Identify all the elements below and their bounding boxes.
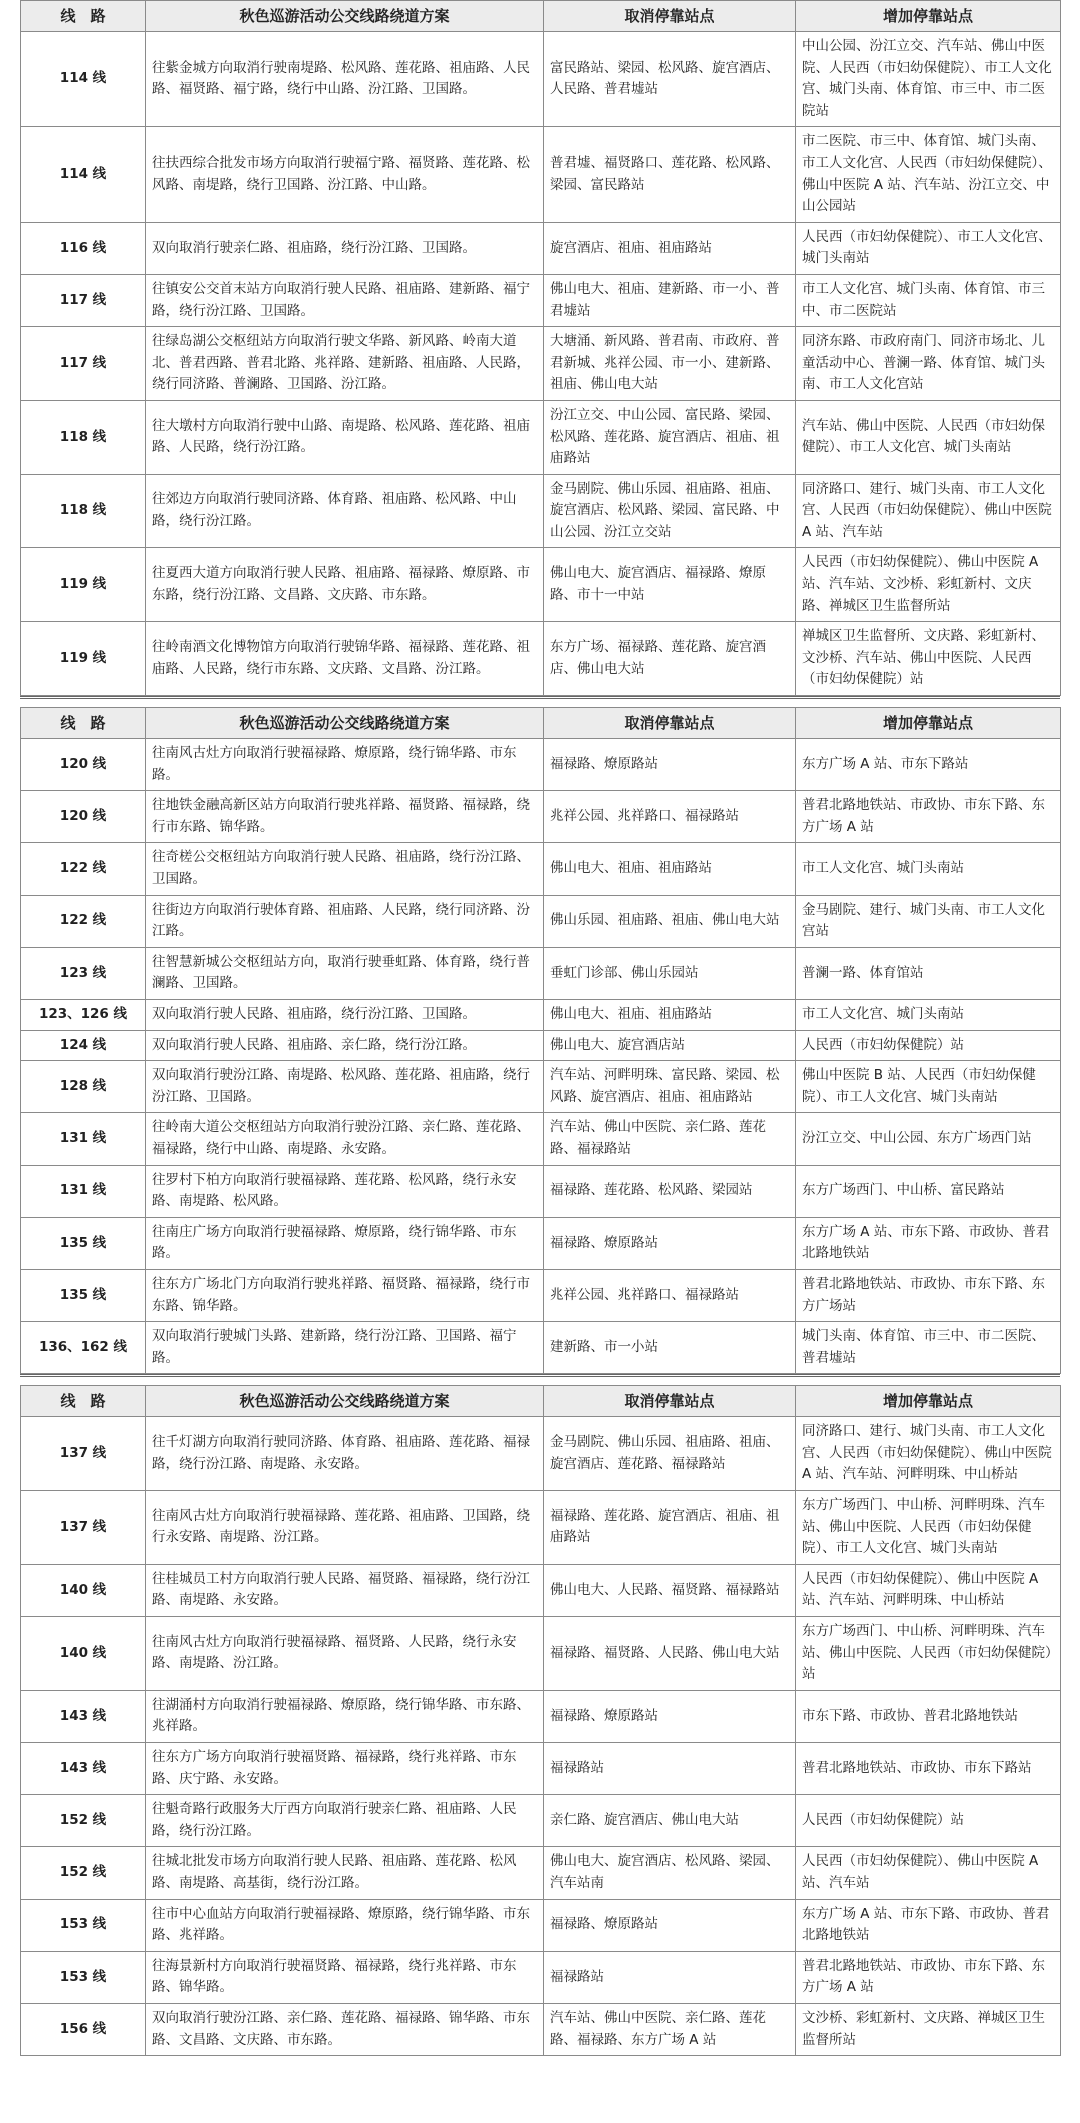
cancelled-stops-cell: 福禄路、燎原路站	[544, 739, 796, 791]
table-header-row	[21, 1386, 1061, 1417]
cancelled-stops-cell: 金马剧院、佛山乐园、祖庙路、祖庙、旋宫酒店、莲花路、福禄路站	[544, 1417, 796, 1491]
route-cell: 118 线	[21, 400, 146, 474]
added-stops-cell: 普澜一路、体育馆站	[796, 947, 1061, 999]
added-stops-cell: 人民西（市妇幼保健院）、市工人文化宫、城门头南站	[796, 222, 1061, 274]
detour-plan-cell: 往地铁金融高新区站方向取消行驶兆祥路、福贤路、福禄路，绕行市东路、锦华路。	[146, 791, 544, 843]
header-plan: 秋色巡游活动公交线路绕道方案	[146, 1386, 544, 1417]
added-stops-cell: 东方广场 A 站、市东下路站	[796, 739, 1061, 791]
route-cell: 152 线	[21, 1847, 146, 1899]
detour-plan-cell: 往郊边方向取消行驶同济路、体育路、祖庙路、松风路、中山路，绕行汾江路。	[146, 474, 544, 548]
detour-plan-cell: 往魁奇路行政服务大厅西方向取消行驶亲仁路、祖庙路、人民路，绕行汾江路。	[146, 1795, 544, 1847]
detour-table-section-1	[20, 0, 1061, 696]
detour-plan-cell: 往奇槎公交枢纽站方向取消行驶人民路、祖庙路，绕行汾江路、卫国路。	[146, 843, 544, 895]
cancelled-stops-cell: 佛山乐园、祖庙路、祖庙、佛山电大站	[544, 895, 796, 947]
route-cell: 153 线	[21, 1951, 146, 2003]
cancelled-stops-cell: 建新路、市一小站	[544, 1322, 796, 1374]
added-stops-cell: 中山公园、汾江立交、汽车站、佛山中医院、人民西（市妇幼保健院）、市工人文化宫、城门头南、体育馆、市三中、市二医院站	[796, 32, 1061, 127]
table-row	[21, 1564, 1061, 1616]
cancelled-stops-cell: 亲仁路、旋宫酒店、佛山电大站	[544, 1795, 796, 1847]
route-cell: 137 线	[21, 1417, 146, 1491]
route-cell: 114 线	[21, 127, 146, 222]
route-cell: 153 线	[21, 1899, 146, 1951]
route-cell: 122 线	[21, 843, 146, 895]
added-stops-cell: 金马剧院、建行、城门头南、市工人文化宫站	[796, 895, 1061, 947]
table-row	[21, 895, 1061, 947]
cancelled-stops-cell: 福禄路站	[544, 1743, 796, 1795]
detour-plan-cell: 往岭南酒文化博物馆方向取消行驶锦华路、福禄路、莲花路、祖庙路、人民路，绕行市东路、文庆路、文昌路、汾江路。	[146, 622, 544, 696]
added-stops-cell: 市工人文化宫、城门头南站	[796, 999, 1061, 1030]
detour-plan-cell: 往智慧新城公交枢纽站方向，取消行驶垂虹路、体育路，绕行普澜路、卫国路。	[146, 947, 544, 999]
cancelled-stops-cell: 金马剧院、佛山乐园、祖庙路、祖庙、旋宫酒店、松风路、梁园、富民路、中山公园、汾江立交站	[544, 474, 796, 548]
added-stops-cell: 同济路口、建行、城门头南、市工人文化宫、人民西（市妇幼保健院）、佛山中医院 A 站、汽车站	[796, 474, 1061, 548]
table-row	[21, 1795, 1061, 1847]
table-row	[21, 622, 1061, 696]
table-row	[21, 1061, 1061, 1113]
detour-plan-cell: 往千灯湖方向取消行驶同济路、体育路、祖庙路、莲花路、福禄路，绕行汾江路、南堤路、永安路。	[146, 1417, 544, 1491]
table-row	[21, 1690, 1061, 1742]
added-stops-cell: 市东下路、市政协、普君北路地铁站	[796, 1690, 1061, 1742]
header-add-stops: 增加停靠站点	[796, 1386, 1061, 1417]
added-stops-cell: 东方广场西门、中山桥、富民路站	[796, 1165, 1061, 1217]
header-add-stops: 增加停靠站点	[796, 1, 1061, 32]
cancelled-stops-cell: 佛山电大、祖庙、祖庙路站	[544, 843, 796, 895]
detour-plan-cell: 往南风古灶方向取消行驶福禄路、燎原路，绕行锦华路、市东路。	[146, 739, 544, 791]
route-cell: 123、126 线	[21, 999, 146, 1030]
cancelled-stops-cell: 佛山电大、旋宫酒店、福禄路、燎原路、市十一中站	[544, 548, 796, 622]
route-cell: 117 线	[21, 327, 146, 401]
added-stops-cell: 汾江立交、中山公园、东方广场西门站	[796, 1113, 1061, 1165]
cancelled-stops-cell: 福禄路站	[544, 1951, 796, 2003]
route-cell: 120 线	[21, 739, 146, 791]
route-cell: 118 线	[21, 474, 146, 548]
detour-plan-cell: 往岭南大道公交枢纽站方向取消行驶汾江路、亲仁路、莲花路、福禄路，绕行中山路、南堤路、永安路。	[146, 1113, 544, 1165]
cancelled-stops-cell: 福禄路、燎原路站	[544, 1217, 796, 1269]
route-cell: 140 线	[21, 1564, 146, 1616]
added-stops-cell: 普君北路地铁站、市政协、市东下路、东方广场站	[796, 1269, 1061, 1321]
detour-plan-cell: 往紫金城方向取消行驶南堤路、松风路、莲花路、祖庙路、人民路、福贤路、福宁路，绕行中山路、汾江路、卫国路。	[146, 32, 544, 127]
detour-plan-cell: 双向取消行驶人民路、祖庙路、亲仁路，绕行汾江路。	[146, 1030, 544, 1061]
table-row	[21, 999, 1061, 1030]
route-cell: 131 线	[21, 1165, 146, 1217]
table-row	[21, 274, 1061, 326]
cancelled-stops-cell: 佛山电大、祖庙、建新路、市一小、普君墟站	[544, 274, 796, 326]
detour-plan-cell: 往东方广场北门方向取消行驶兆祥路、福贤路、福禄路，绕行市东路、锦华路。	[146, 1269, 544, 1321]
header-cancel-stops: 取消停靠站点	[544, 1, 796, 32]
cancelled-stops-cell: 兆祥公园、兆祥路口、福禄路站	[544, 791, 796, 843]
table-row	[21, 1269, 1061, 1321]
added-stops-cell: 文沙桥、彩虹新村、文庆路、禅城区卫生监督所站	[796, 2003, 1061, 2055]
added-stops-cell: 普君北路地铁站、市政协、市东下路、东方广场 A 站	[796, 791, 1061, 843]
detour-plan-cell: 双向取消行驶亲仁路、祖庙路，绕行汾江路、卫国路。	[146, 222, 544, 274]
cancelled-stops-cell: 富民路站、梁园、松风路、旋宫酒店、人民路、普君墟站	[544, 32, 796, 127]
detour-plan-cell: 往东方广场方向取消行驶福贤路、福禄路，绕行兆祥路、市东路、庆宁路、永安路。	[146, 1743, 544, 1795]
detour-plan-cell: 往城北批发市场方向取消行驶人民路、祖庙路、莲花路、松风路、南堤路、高基街，绕行汾江路。	[146, 1847, 544, 1899]
table-row	[21, 1951, 1061, 2003]
added-stops-cell: 城门头南、体育馆、市三中、市二医院、普君墟站	[796, 1322, 1061, 1374]
header-add-stops: 增加停靠站点	[796, 708, 1061, 739]
detour-plan-cell: 往海景新村方向取消行驶福贤路、福禄路，绕行兆祥路、市东路、锦华路。	[146, 1951, 544, 2003]
table-row	[21, 548, 1061, 622]
table-row	[21, 1743, 1061, 1795]
cancelled-stops-cell: 佛山电大、旋宫酒店站	[544, 1030, 796, 1061]
added-stops-cell: 汽车站、佛山中医院、人民西（市妇幼保健院）、市工人文化宫、城门头南站	[796, 400, 1061, 474]
cancelled-stops-cell: 佛山电大、祖庙、祖庙路站	[544, 999, 796, 1030]
added-stops-cell: 人民西（市妇幼保健院）站	[796, 1030, 1061, 1061]
detour-plan-cell: 往南风古灶方向取消行驶福禄路、莲花路、祖庙路、卫国路，绕行永安路、南堤路、汾江路。	[146, 1491, 544, 1565]
route-cell: 140 线	[21, 1617, 146, 1691]
detour-plan-cell: 往南风古灶方向取消行驶福禄路、福贤路、人民路，绕行永安路、南堤路、汾江路。	[146, 1617, 544, 1691]
detour-plan-cell: 往罗村下柏方向取消行驶福禄路、莲花路、松风路，绕行永安路、南堤路、松风路。	[146, 1165, 544, 1217]
added-stops-cell: 人民西（市妇幼保健院）、佛山中医院 A 站、汽车站	[796, 1847, 1061, 1899]
added-stops-cell: 市二医院、市三中、体育馆、城门头南、市工人文化宫、人民西（市妇幼保健院）、佛山中医院 A 站、汽车站、汾江立交、中山公园站	[796, 127, 1061, 222]
added-stops-cell: 市工人文化宫、城门头南站	[796, 843, 1061, 895]
table-row	[21, 1491, 1061, 1565]
header-plan: 秋色巡游活动公交线路绕道方案	[146, 708, 544, 739]
table-row	[21, 127, 1061, 222]
route-cell: 143 线	[21, 1743, 146, 1795]
header-cancel-stops: 取消停靠站点	[544, 708, 796, 739]
added-stops-cell: 普君北路地铁站、市政协、市东下路、东方广场 A 站	[796, 1951, 1061, 2003]
table-header-row	[21, 708, 1061, 739]
table-row	[21, 1030, 1061, 1061]
table-row	[21, 1417, 1061, 1491]
added-stops-cell: 普君北路地铁站、市政协、市东下路站	[796, 1743, 1061, 1795]
section-divider	[20, 1374, 1060, 1385]
header-route: 线 路	[21, 1, 146, 32]
route-cell: 137 线	[21, 1491, 146, 1565]
table-row	[21, 32, 1061, 127]
added-stops-cell: 同济东路、市政府南门、同济市场北、儿童活动中心、普澜一路、体育馆、城门头南、市工人文化宫站	[796, 327, 1061, 401]
table-row	[21, 1113, 1061, 1165]
added-stops-cell: 东方广场西门、中山桥、河畔明珠、汽车站、佛山中医院、人民西（市妇幼保健院）、市工人文化宫、城门头南站	[796, 1491, 1061, 1565]
table-row	[21, 1847, 1061, 1899]
table-row	[21, 1165, 1061, 1217]
route-cell: 114 线	[21, 32, 146, 127]
table-row	[21, 1322, 1061, 1374]
table-row	[21, 843, 1061, 895]
cancelled-stops-cell: 福禄路、燎原路站	[544, 1690, 796, 1742]
detour-plan-cell: 双向取消行驶人民路、祖庙路，绕行汾江路、卫国路。	[146, 999, 544, 1030]
cancelled-stops-cell: 汾江立交、中山公园、富民路、梁园、松风路、莲花路、旋宫酒店、祖庙、祖庙路站	[544, 400, 796, 474]
cancelled-stops-cell: 福禄路、福贤路、人民路、佛山电大站	[544, 1617, 796, 1691]
detour-plan-cell: 往大墩村方向取消行驶中山路、南堤路、松风路、莲花路、祖庙路、人民路，绕行汾江路。	[146, 400, 544, 474]
added-stops-cell: 东方广场 A 站、市东下路、市政协、普君北路地铁站	[796, 1899, 1061, 1951]
cancelled-stops-cell: 福禄路、莲花路、旋宫酒店、祖庙、祖庙路站	[544, 1491, 796, 1565]
cancelled-stops-cell: 汽车站、河畔明珠、富民路、梁园、松风路、旋宫酒店、祖庙、祖庙路站	[544, 1061, 796, 1113]
table-row	[21, 739, 1061, 791]
cancelled-stops-cell: 兆祥公园、兆祥路口、福禄路站	[544, 1269, 796, 1321]
bus-detour-document	[20, 0, 1060, 2056]
header-plan: 秋色巡游活动公交线路绕道方案	[146, 1, 544, 32]
route-cell: 128 线	[21, 1061, 146, 1113]
route-cell: 119 线	[21, 622, 146, 696]
detour-plan-cell: 往夏西大道方向取消行驶人民路、祖庙路、福禄路、燎原路、市东路，绕行汾江路、文昌路、文庆路、市东路。	[146, 548, 544, 622]
route-cell: 116 线	[21, 222, 146, 274]
section-divider	[20, 696, 1060, 707]
route-cell: 152 线	[21, 1795, 146, 1847]
detour-plan-cell: 双向取消行驶汾江路、南堤路、松风路、莲花路、祖庙路，绕行汾江路、卫国路。	[146, 1061, 544, 1113]
cancelled-stops-cell: 汽车站、佛山中医院、亲仁路、莲花路、福禄路站	[544, 1113, 796, 1165]
table-row	[21, 1899, 1061, 1951]
table-row	[21, 400, 1061, 474]
route-cell: 122 线	[21, 895, 146, 947]
route-cell: 135 线	[21, 1269, 146, 1321]
table-row	[21, 1217, 1061, 1269]
table-row	[21, 1617, 1061, 1691]
added-stops-cell: 市工人文化宫、城门头南、体育馆、市三中、市二医院站	[796, 274, 1061, 326]
added-stops-cell: 人民西（市妇幼保健院）、佛山中医院 A 站、汽车站、河畔明珠、中山桥站	[796, 1564, 1061, 1616]
route-cell: 131 线	[21, 1113, 146, 1165]
route-cell: 119 线	[21, 548, 146, 622]
header-route: 线 路	[21, 708, 146, 739]
added-stops-cell: 东方广场西门、中山桥、河畔明珠、汽车站、佛山中医院、人民西（市妇幼保健院）站	[796, 1617, 1061, 1691]
detour-plan-cell: 往街边方向取消行驶体育路、祖庙路、人民路，绕行同济路、汾江路。	[146, 895, 544, 947]
detour-plan-cell: 双向取消行驶城门头路、建新路，绕行汾江路、卫国路、福宁路。	[146, 1322, 544, 1374]
cancelled-stops-cell: 普君墟、福贤路口、莲花路、松风路、梁园、富民路站	[544, 127, 796, 222]
added-stops-cell: 东方广场 A 站、市东下路、市政协、普君北路地铁站	[796, 1217, 1061, 1269]
detour-plan-cell: 往湖涌村方向取消行驶福禄路、燎原路，绕行锦华路、市东路、兆祥路。	[146, 1690, 544, 1742]
header-cancel-stops: 取消停靠站点	[544, 1386, 796, 1417]
table-row	[21, 947, 1061, 999]
table-row	[21, 474, 1061, 548]
cancelled-stops-cell: 福禄路、莲花路、松风路、梁园站	[544, 1165, 796, 1217]
cancelled-stops-cell: 旋宫酒店、祖庙、祖庙路站	[544, 222, 796, 274]
detour-table-section-3	[20, 1385, 1061, 2056]
table-row	[21, 791, 1061, 843]
route-cell: 143 线	[21, 1690, 146, 1742]
cancelled-stops-cell: 佛山电大、旋宫酒店、松风路、梁园、汽车站南	[544, 1847, 796, 1899]
cancelled-stops-cell: 东方广场、福禄路、莲花路、旋宫酒店、佛山电大站	[544, 622, 796, 696]
route-cell: 136、162 线	[21, 1322, 146, 1374]
header-route: 线 路	[21, 1386, 146, 1417]
route-cell: 156 线	[21, 2003, 146, 2055]
cancelled-stops-cell: 汽车站、佛山中医院、亲仁路、莲花路、福禄路、东方广场 A 站	[544, 2003, 796, 2055]
detour-plan-cell: 双向取消行驶汾江路、亲仁路、莲花路、福禄路、锦华路、市东路、文昌路、文庆路、市东路。	[146, 2003, 544, 2055]
detour-table-section-2	[20, 707, 1061, 1374]
route-cell: 123 线	[21, 947, 146, 999]
added-stops-cell: 佛山中医院 B 站、人民西（市妇幼保健院）、市工人文化宫、城门头南站	[796, 1061, 1061, 1113]
added-stops-cell: 人民西（市妇幼保健院）、佛山中医院 A 站、汽车站、文沙桥、彩虹新村、文庆路、禅城区卫生监督所站	[796, 548, 1061, 622]
detour-plan-cell: 往南庄广场方向取消行驶福禄路、燎原路，绕行锦华路、市东路。	[146, 1217, 544, 1269]
cancelled-stops-cell: 垂虹门诊部、佛山乐园站	[544, 947, 796, 999]
route-cell: 117 线	[21, 274, 146, 326]
table-row	[21, 2003, 1061, 2055]
cancelled-stops-cell: 福禄路、燎原路站	[544, 1899, 796, 1951]
added-stops-cell: 人民西（市妇幼保健院）站	[796, 1795, 1061, 1847]
cancelled-stops-cell: 佛山电大、人民路、福贤路、福禄路站	[544, 1564, 796, 1616]
table-row	[21, 327, 1061, 401]
route-cell: 120 线	[21, 791, 146, 843]
added-stops-cell: 禅城区卫生监督所、文庆路、彩虹新村、文沙桥、汽车站、佛山中医院、人民西（市妇幼保健院）站	[796, 622, 1061, 696]
route-cell: 135 线	[21, 1217, 146, 1269]
detour-plan-cell: 往市中心血站方向取消行驶福禄路、燎原路，绕行锦华路、市东路、兆祥路。	[146, 1899, 544, 1951]
table-header-row	[21, 1, 1061, 32]
added-stops-cell: 同济路口、建行、城门头南、市工人文化宫、人民西（市妇幼保健院）、佛山中医院 A 站、汽车站、河畔明珠、中山桥站	[796, 1417, 1061, 1491]
detour-plan-cell: 往绿岛湖公交枢纽站方向取消行驶文华路、新风路、岭南大道北、普君西路、普君北路、兆祥路、建新路、祖庙路、人民路，绕行同济路、普澜路、卫国路、汾江路。	[146, 327, 544, 401]
detour-plan-cell: 往镇安公交首末站方向取消行驶人民路、祖庙路、建新路、福宁路，绕行汾江路、卫国路。	[146, 274, 544, 326]
route-cell: 124 线	[21, 1030, 146, 1061]
table-row	[21, 222, 1061, 274]
cancelled-stops-cell: 大塘涌、新风路、普君南、市政府、普君新城、兆祥公园、市一小、建新路、祖庙、佛山电大站	[544, 327, 796, 401]
detour-plan-cell: 往扶西综合批发市场方向取消行驶福宁路、福贤路、莲花路、松风路、南堤路，绕行卫国路、汾江路、中山路。	[146, 127, 544, 222]
detour-plan-cell: 往桂城员工村方向取消行驶人民路、福贤路、福禄路，绕行汾江路、南堤路、永安路。	[146, 1564, 544, 1616]
